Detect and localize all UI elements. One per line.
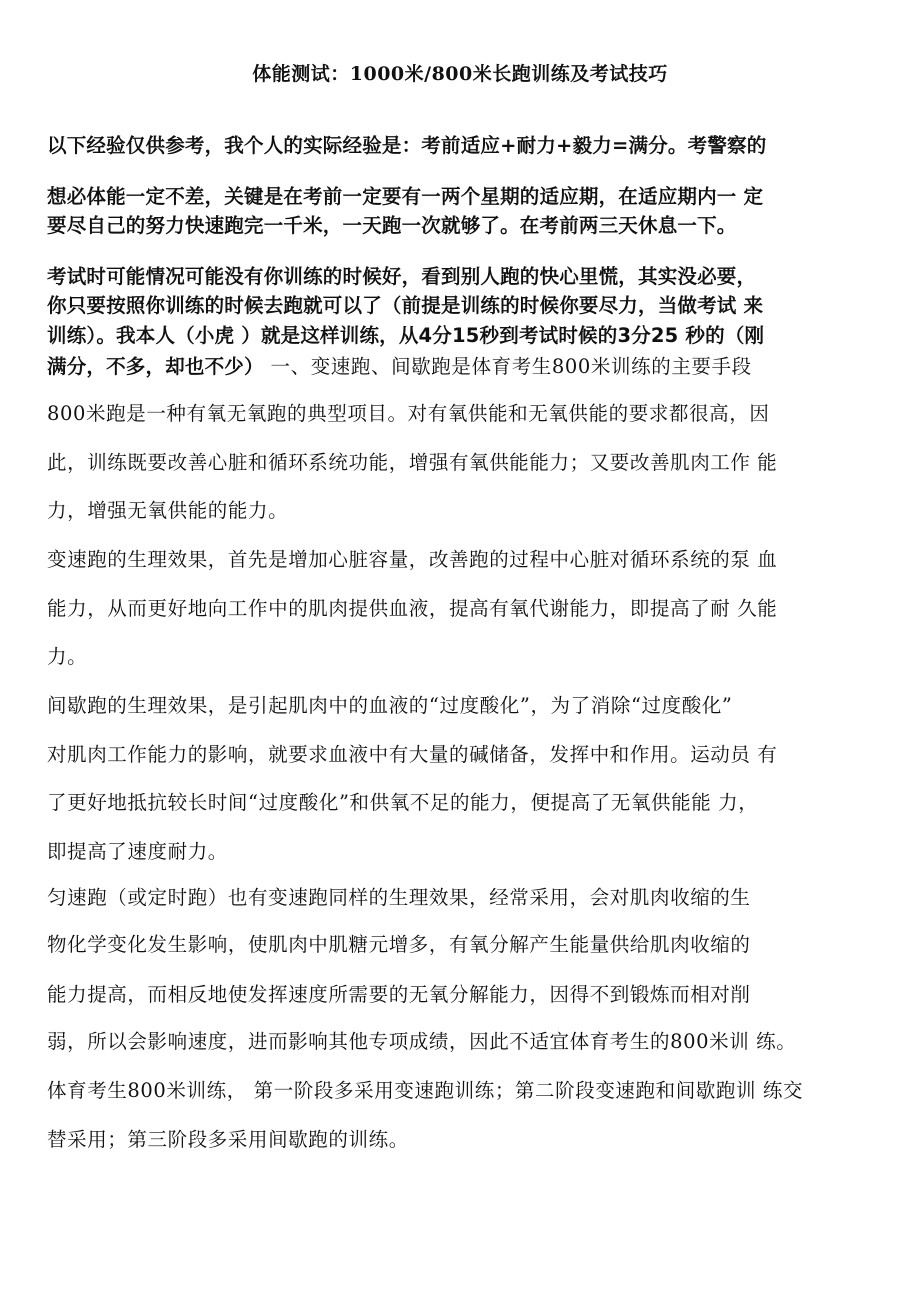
- mixed-line: [47, 352, 752, 382]
- section-heading-1: 一、变速跑、间歇跑是体育考生800米训练的主要手段: [263, 355, 752, 378]
- body-line: 力。: [47, 645, 88, 668]
- body-line: 间歇跑的生理效果，是引起肌肉中的血液的“过度酸化”，为了消除“过度酸化”: [47, 694, 733, 717]
- body-line: 力，增强无氧供能的能力。: [47, 499, 289, 522]
- intro-line: 考试时可能情况可能没有你训练的时候好，看到别人跑的快心里慌，其实没必要，: [47, 265, 757, 288]
- mixed-line-bold: 满分，不多，却也不少）: [47, 355, 264, 378]
- body-line: 对肌肉工作能力的影响，就要求血液中有大量的碱储备，发挥中和作用。运动员 有: [47, 743, 778, 766]
- body-line: 即提高了速度耐力。: [47, 840, 228, 863]
- document-title: 体能测试：1000米/800米长跑训练及考试技巧: [252, 63, 668, 85]
- body-line: 变速跑的生理效果，首先是增加心脏容量，改善跑的过程中心脏对循环系统的泵 血: [47, 548, 778, 571]
- body-line: 物化学变化发生影响，使肌肉中肌糖元增多，有氧分解产生能量供给肌肉收缩的: [47, 933, 751, 956]
- body-line: 匀速跑（或定时跑）也有变速跑同样的生理效果，经常采用，会对肌肉收缩的生: [47, 886, 751, 909]
- intro-line: 要尽自己的努力快速跑完一千米，一天跑一次就够了。在考前两三天休息一下。: [47, 214, 737, 237]
- body-line: 能力，从而更好地向工作中的肌肉提供血液，提高有氧代谢能力，即提高了耐 久能: [47, 597, 778, 620]
- body-line: 体育考生800米训练， 第一阶段多采用变速跑训练；第二阶段变速跑和间歇跑训 练交: [47, 1079, 804, 1102]
- body-line: 能力提高，而相反地使发挥速度所需要的无氧分解能力，因得不到锻炼而相对削: [47, 983, 751, 1006]
- intro-line: 想必体能一定不差，关键是在考前一定要有一两个星期的适应期，在适应期内一 定: [47, 185, 764, 208]
- body-line: 了更好地抵抗较长时间“过度酸化”和供氧不足的能力，便提高了无氧供能能 力，: [47, 791, 759, 814]
- body-line: 替采用；第三阶段多采用间歇跑的训练。: [47, 1128, 409, 1151]
- body-line: 此，训练既要改善心脏和循环系统功能，增强有氧供能能力；又要改善肌肉工作 能: [47, 451, 778, 474]
- intro-line: 你只要按照你训练的时候去跑就可以了（前提是训练的时候你要尽力，当做考试 来: [47, 294, 764, 317]
- body-line: 弱，所以会影响速度，进而影响其他专项成绩，因此不适宜体育考生的800米训 练。: [47, 1030, 797, 1053]
- body-line: 800米跑是一种有氧无氧跑的典型项目。对有氧供能和无氧供能的要求都很高，因: [47, 402, 770, 425]
- intro-line: 以下经验仅供参考，我个人的实际经验是：考前适应+耐力+毅力=满分。考警察的: [47, 134, 767, 157]
- intro-line: 训练）。我本人（小虎 ）就是这样训练，从4分15秒到考试时候的3分25 秒的（刚: [47, 324, 765, 347]
